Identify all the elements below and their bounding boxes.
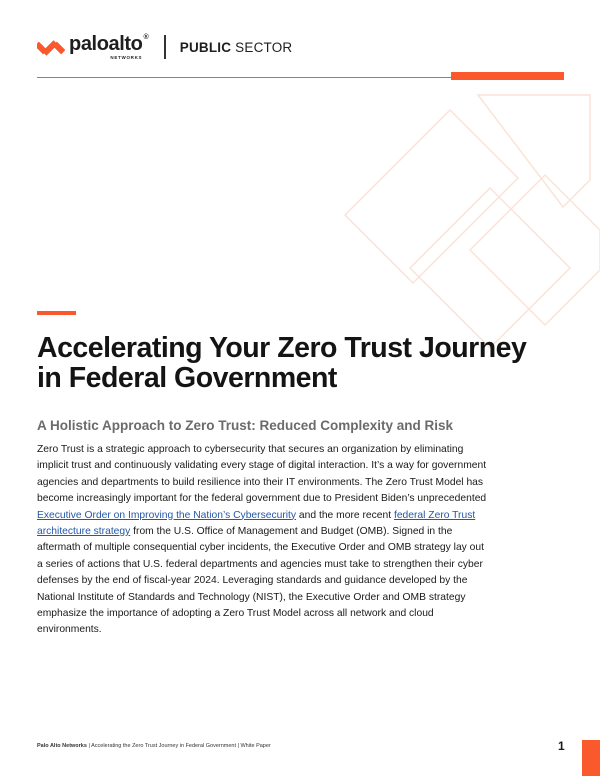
sector-label-rest: SECTOR bbox=[231, 39, 293, 55]
footer-company: Palo Alto Networks bbox=[37, 743, 87, 749]
logo-registered-mark: ® bbox=[143, 33, 149, 41]
body-text-1: Zero Trust is a strategic approach to cybersecurity that secures an organization by eliminating implicit trust and continuously validating every stage of digital interaction. It’s a way for government agencies and departments to build resilience into their IT environments. The Zero Trust Model has become increasingly important for the federal government due to President Biden’s unprecedented bbox=[37, 444, 487, 505]
zero-trust-strategy-link[interactable]: federal Zero Trust architecture strategy bbox=[37, 509, 476, 538]
logo-wordmark bbox=[69, 34, 148, 61]
page-number: 1 bbox=[558, 739, 565, 753]
header-divider bbox=[164, 35, 166, 59]
footer-text: | Accelerating the Zero Trust Journey in Federal Government | White Paper bbox=[86, 743, 271, 749]
paloalto-logo-icon bbox=[37, 36, 65, 58]
title-accent-bar bbox=[37, 311, 76, 315]
page-subtitle: A Holistic Approach to Zero Trust: Reduced Complexity and Risk bbox=[37, 418, 454, 433]
logo-text: paloalto bbox=[69, 32, 143, 55]
header-rule-accent bbox=[451, 72, 564, 80]
sector-label bbox=[180, 40, 293, 55]
body-text-3: from the U.S. Office of Management and Budget (OMB). Signed in the aftermath of multiple consequential cyber incidents, the Executive Order and OMB strategy lay out a series of actions that U.S. federal departments and agencies must take to strengthen their cyber defenses by the end of fiscal-year 2024. Leveraging standards and guidance developed by the National Institute of Standards and Technology (NIST), the Executive Order and OMB strategy emphasize the importance of adopting a Zero Trust Model across all network and cloud environments. bbox=[37, 526, 484, 636]
body-text-2: and the more recent bbox=[296, 509, 394, 521]
logo-subtext: NETWORKS bbox=[110, 54, 143, 60]
page-title: Accelerating Your Zero Trust Journey in Federal Government bbox=[37, 332, 527, 394]
header bbox=[37, 34, 292, 60]
sector-label-bold: PUBLIC bbox=[179, 39, 232, 55]
page-tab-accent bbox=[582, 740, 600, 776]
footer bbox=[37, 743, 271, 749]
executive-order-link[interactable]: Executive Order on Improving the Nation’s Cybersecurity bbox=[37, 509, 297, 521]
body-paragraph bbox=[37, 442, 492, 639]
